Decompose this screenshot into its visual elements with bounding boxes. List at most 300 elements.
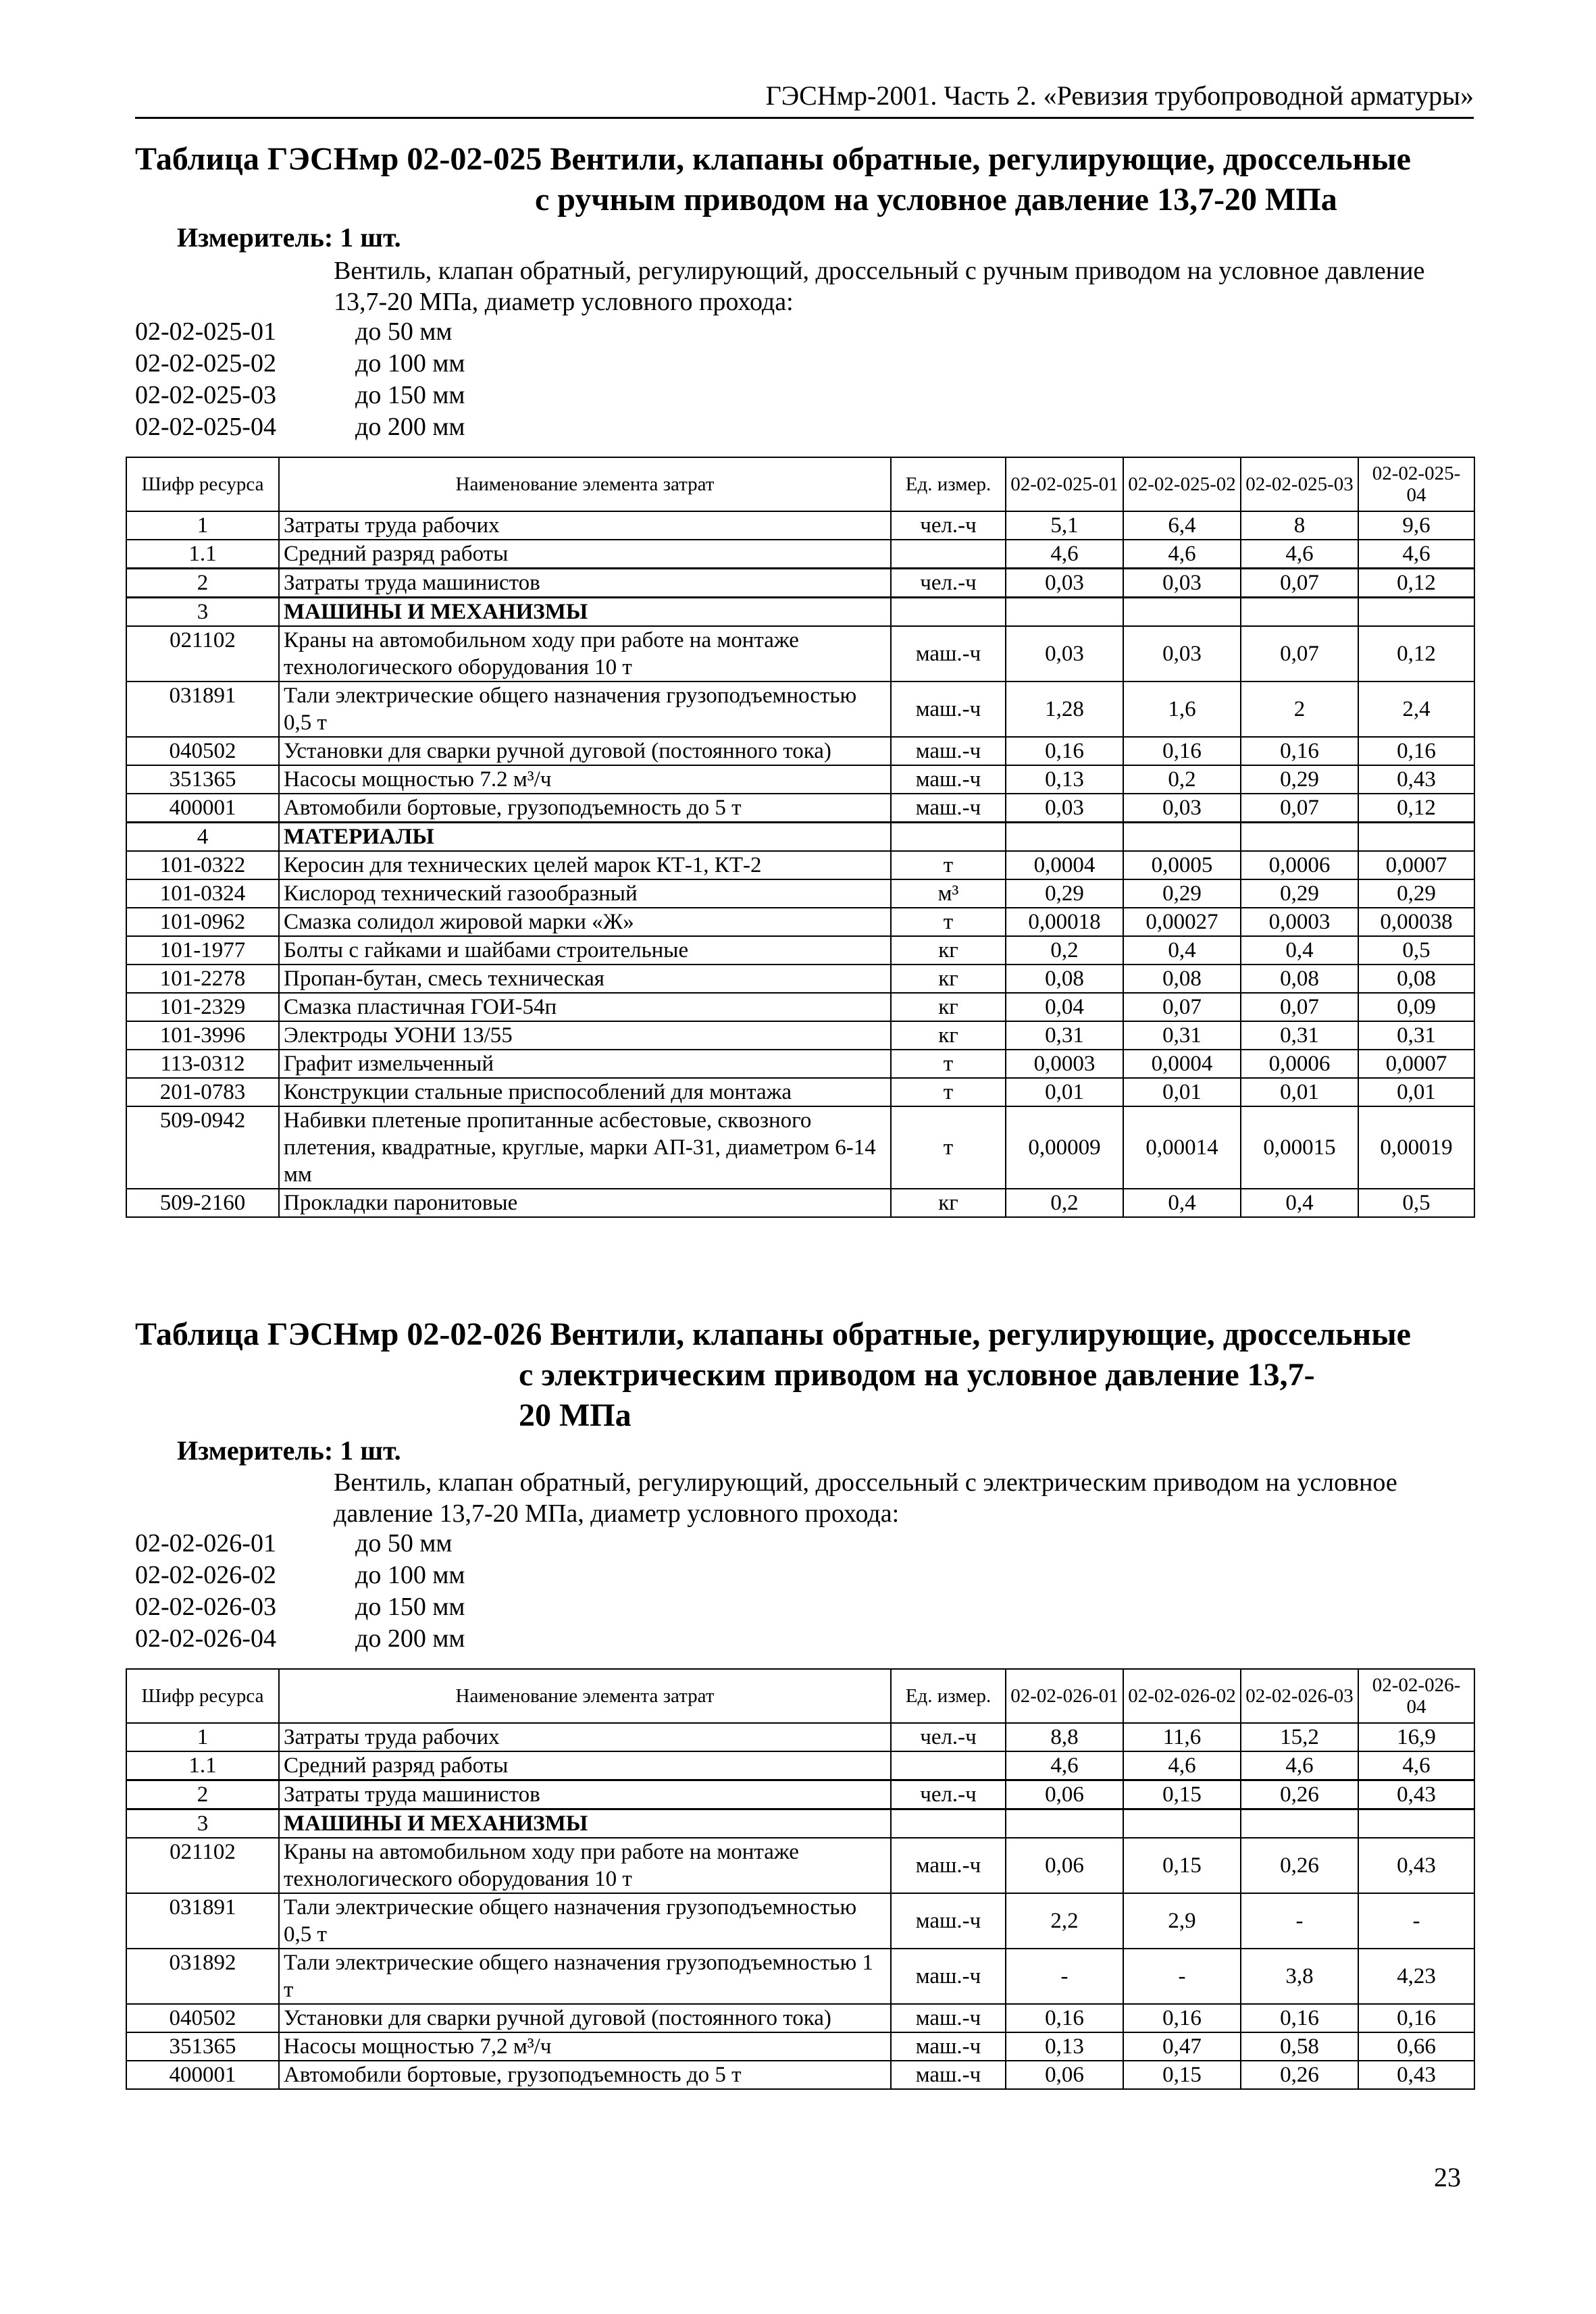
table-row (126, 908, 1474, 936)
cell-name: Кислород технический газообразный (279, 879, 891, 908)
cell-value: 1,6 (1123, 682, 1241, 737)
cell-value: 0,16 (1241, 737, 1358, 765)
cell-value: 0,00009 (1006, 1106, 1123, 1189)
cell-code: 509-2160 (126, 1189, 279, 1217)
cell-value: 0,26 (1241, 1838, 1358, 1893)
cell-code: 040502 (126, 2004, 279, 2032)
cell-name: Затраты труда рабочих (279, 1723, 891, 1751)
cell-code: 400001 (126, 2061, 279, 2089)
cell-code: 040502 (126, 737, 279, 765)
code-item-size: до 200 мм (355, 1624, 465, 1653)
cell-unit: чел.-ч (891, 1780, 1006, 1809)
table1-title (135, 139, 1459, 220)
cell-value (1241, 823, 1358, 852)
code-list-item (135, 1591, 465, 1623)
header-col3: 02-02-025-03 (1241, 457, 1358, 511)
cell-name: Смазка солидол жировой марки «Ж» (279, 908, 891, 936)
cell-unit (891, 1809, 1006, 1839)
cell-name: Смазка пластичная ГОИ-54п (279, 993, 891, 1021)
cell-value: 0,26 (1241, 2061, 1358, 2089)
cell-name: Графит измельченный (279, 1050, 891, 1078)
cell-value: 0,26 (1241, 1780, 1358, 1809)
cell-value: 0,29 (1006, 879, 1123, 908)
cell-value: 0,08 (1006, 965, 1123, 993)
cell-value: 0,07 (1241, 794, 1358, 823)
header-col4: 02-02-025-04 (1358, 457, 1474, 511)
table-row (126, 2032, 1474, 2061)
cell-value: 0,31 (1123, 1021, 1241, 1050)
table1-title-line1: Таблица ГЭСНмр 02-02-025 Вентили, клапаны обратные, регулирующие, дроссельные (135, 141, 1411, 177)
cell-value: 0,15 (1123, 2061, 1241, 2089)
code-item-size: до 150 мм (355, 1593, 465, 1621)
cell-value: 4,6 (1358, 1751, 1474, 1780)
cell-unit: м³ (891, 879, 1006, 908)
cell-name: Пропан-бутан, смесь техническая (279, 965, 891, 993)
cell-unit (891, 598, 1006, 627)
table-row (126, 879, 1474, 908)
cell-value: 0,4 (1241, 1189, 1358, 1217)
cell-value (1358, 1809, 1474, 1839)
cell-code: 1.1 (126, 1751, 279, 1780)
cell-value: 4,6 (1241, 540, 1358, 569)
cell-value (1241, 1809, 1358, 1839)
cell-code: 201-0783 (126, 1078, 279, 1106)
code-item-size: до 100 мм (355, 349, 465, 378)
cell-value: 0,07 (1241, 626, 1358, 682)
cell-name: Насосы мощностью 7.2 м³/ч (279, 765, 891, 794)
cell-value (1006, 598, 1123, 627)
cell-unit (891, 540, 1006, 569)
header-code: Шифр ресурса (126, 1669, 279, 1723)
cell-value (1123, 823, 1241, 852)
cell-value: 0,29 (1358, 879, 1474, 908)
cell-value: 0,08 (1241, 965, 1358, 993)
table1-body (126, 511, 1474, 1217)
cell-unit: кг (891, 1021, 1006, 1050)
cell-name: Средний разряд работы (279, 540, 891, 569)
cell-value: 0,16 (1358, 737, 1474, 765)
table1-meter: Измеритель: 1 шт. (177, 222, 401, 253)
cell-name: Насосы мощностью 7,2 м³/ч (279, 2032, 891, 2061)
code-list-item (135, 380, 465, 411)
cell-name: Установки для сварки ручной дуговой (постоянного тока) (279, 2004, 891, 2032)
cell-name: Набивки плетеные пропитанные асбестовые, сквозного плетения, квадратные, круглые, марки АП-31, диаметром 6-14 мм (279, 1106, 891, 1189)
cell-value: 0,31 (1241, 1021, 1358, 1050)
table2-body (126, 1723, 1474, 2089)
table-row (126, 2061, 1474, 2089)
cell-value: 0,29 (1241, 765, 1358, 794)
cell-value: 6,4 (1123, 511, 1241, 540)
cell-unit: маш.-ч (891, 2032, 1006, 2061)
code-item-code: 02-02-026-02 (135, 1561, 276, 1589)
cell-unit (891, 823, 1006, 852)
cell-value: 4,6 (1006, 540, 1123, 569)
cell-code: 351365 (126, 2032, 279, 2061)
cell-value: 4,6 (1006, 1751, 1123, 1780)
cell-value: 0,16 (1006, 2004, 1123, 2032)
table-row (126, 1893, 1474, 1949)
table-row (126, 1050, 1474, 1078)
cell-value: 0,0003 (1241, 908, 1358, 936)
cell-code: 113-0312 (126, 1050, 279, 1078)
cell-value: 5,1 (1006, 511, 1123, 540)
cell-value: 0,16 (1006, 737, 1123, 765)
table-row (126, 540, 1474, 569)
cell-code: 2 (126, 569, 279, 598)
cell-value: 0,03 (1123, 794, 1241, 823)
cell-value: 3,8 (1241, 1949, 1358, 2004)
table-row (126, 511, 1474, 540)
cell-value: 0,03 (1123, 626, 1241, 682)
cell-value: 0,58 (1241, 2032, 1358, 2061)
cell-unit: т (891, 1078, 1006, 1106)
cell-value: 0,43 (1358, 1780, 1474, 1809)
cell-unit: чел.-ч (891, 569, 1006, 598)
code-item-code: 02-02-026-03 (135, 1593, 276, 1621)
cell-name: Автомобили бортовые, грузоподъемность до 5 т (279, 794, 891, 823)
cell-code: 031891 (126, 682, 279, 737)
cell-unit: кг (891, 965, 1006, 993)
code-item-size: до 200 мм (355, 413, 465, 441)
table-row (126, 1078, 1474, 1106)
cell-code: 021102 (126, 1838, 279, 1893)
cell-value: 0,29 (1123, 879, 1241, 908)
table2-code-list (135, 1528, 465, 1655)
cell-value: 0,07 (1241, 993, 1358, 1021)
cell-value: 0,13 (1006, 2032, 1123, 2061)
code-item-size: до 100 мм (355, 1561, 465, 1589)
cell-value: 0,0004 (1123, 1050, 1241, 1078)
code-list-item (135, 316, 465, 348)
cell-unit: кг (891, 1189, 1006, 1217)
header-col2: 02-02-025-02 (1123, 457, 1241, 511)
cell-code: 351365 (126, 765, 279, 794)
cell-unit: кг (891, 993, 1006, 1021)
cell-value: 0,01 (1006, 1078, 1123, 1106)
cell-name: Затраты труда машинистов (279, 1780, 891, 1809)
cell-code: 101-3996 (126, 1021, 279, 1050)
cell-value: 0,00019 (1358, 1106, 1474, 1189)
code-item-size: до 50 мм (355, 1529, 453, 1558)
table-row (126, 598, 1474, 627)
cell-value: 0,43 (1358, 2061, 1474, 2089)
header-col3: 02-02-026-03 (1241, 1669, 1358, 1723)
cell-value: 0,03 (1006, 626, 1123, 682)
cell-code: 101-0324 (126, 879, 279, 908)
code-list-item (135, 1623, 465, 1655)
cell-value: 0,00018 (1006, 908, 1123, 936)
table-row (126, 1780, 1474, 1809)
cell-value: 9,6 (1358, 511, 1474, 540)
cell-name: Конструкции стальные приспособлений для монтажа (279, 1078, 891, 1106)
cell-value: 0,00027 (1123, 908, 1241, 936)
cell-value: - (1006, 1949, 1123, 2004)
cell-value: 0,0006 (1241, 1050, 1358, 1078)
cell-value: 0,12 (1358, 626, 1474, 682)
cell-value: 0,0006 (1241, 851, 1358, 879)
header-name: Наименование элемента затрат (279, 1669, 891, 1723)
cell-name: Автомобили бортовые, грузоподъемность до 5 т (279, 2061, 891, 2089)
cell-value: 0,0005 (1123, 851, 1241, 879)
table-row (126, 965, 1474, 993)
page-number: 23 (1434, 2162, 1461, 2192)
cell-value: - (1123, 1949, 1241, 2004)
cell-name: МАШИНЫ И МЕХАНИЗМЫ (279, 1809, 891, 1839)
cell-value: 0,03 (1006, 794, 1123, 823)
cell-value: 0,15 (1123, 1838, 1241, 1893)
cell-unit: маш.-ч (891, 1838, 1006, 1893)
cell-name: Тали электрические общего назначения грузоподъемностью 0,5 т (279, 1893, 891, 1949)
cell-value: 0,03 (1123, 569, 1241, 598)
header-unit: Ед. измер. (891, 1669, 1006, 1723)
cell-code: 101-0322 (126, 851, 279, 879)
cell-value: 0,16 (1358, 2004, 1474, 2032)
cell-unit: кг (891, 936, 1006, 965)
cell-value: 0,43 (1358, 765, 1474, 794)
cell-unit: маш.-ч (891, 2061, 1006, 2089)
cell-code: 021102 (126, 626, 279, 682)
table1-description: Вентиль, клапан обратный, регулирующий, дроссельный с ручным приводом на условное давление 13,7-20 МПа, диаметр условного прохода: (334, 257, 1425, 316)
table-row (126, 993, 1474, 1021)
table-row (126, 823, 1474, 852)
header-name: Наименование элемента затрат (279, 457, 891, 511)
table-row (126, 1751, 1474, 1780)
cell-name: Затраты труда рабочих (279, 511, 891, 540)
header-code: Шифр ресурса (126, 457, 279, 511)
cell-unit: маш.-ч (891, 1893, 1006, 1949)
cell-value: 0,01 (1123, 1078, 1241, 1106)
table1-resources (126, 457, 1475, 1218)
cell-value: 0,2 (1006, 936, 1123, 965)
cell-value: 16,9 (1358, 1723, 1474, 1751)
cell-unit: чел.-ч (891, 511, 1006, 540)
cell-code: 101-0962 (126, 908, 279, 936)
cell-value: 0,12 (1358, 794, 1474, 823)
cell-value (1006, 1809, 1123, 1839)
cell-name: Керосин для технических целей марок КТ-1, КТ-2 (279, 851, 891, 879)
table1-title-line2: с ручным приводом на условное давление 13,7-20 МПа (535, 182, 1337, 217)
cell-name: Болты с гайками и шайбами строительные (279, 936, 891, 965)
table-row (126, 851, 1474, 879)
cell-value (1241, 598, 1358, 627)
table-row (126, 1723, 1474, 1751)
cell-value: 8,8 (1006, 1723, 1123, 1751)
table-row (126, 737, 1474, 765)
cell-unit: т (891, 1050, 1006, 1078)
cell-code: 031892 (126, 1949, 279, 2004)
cell-value (1358, 823, 1474, 852)
cell-value: 4,23 (1358, 1949, 1474, 2004)
code-list-item (135, 1560, 465, 1591)
cell-value: 0,09 (1358, 993, 1474, 1021)
table-row (126, 569, 1474, 598)
cell-value: 4,6 (1123, 540, 1241, 569)
code-item-code: 02-02-025-02 (135, 349, 276, 378)
table-row (126, 765, 1474, 794)
cell-value: 0,29 (1241, 879, 1358, 908)
cell-name: Электроды УОНИ 13/55 (279, 1021, 891, 1050)
code-item-code: 02-02-025-01 (135, 317, 276, 346)
cell-value: 2,4 (1358, 682, 1474, 737)
cell-value: 0,16 (1241, 2004, 1358, 2032)
cell-code: 101-2278 (126, 965, 279, 993)
cell-value: 0,31 (1358, 1021, 1474, 1050)
code-item-code: 02-02-026-04 (135, 1624, 276, 1653)
code-list-item (135, 411, 465, 443)
table-row (126, 2004, 1474, 2032)
cell-value: 2,9 (1123, 1893, 1241, 1949)
cell-value: 0,16 (1123, 2004, 1241, 2032)
table2-title-line3: 20 МПа (519, 1397, 632, 1433)
cell-value: 4,6 (1358, 540, 1474, 569)
cell-value: 0,01 (1241, 1078, 1358, 1106)
cell-unit: маш.-ч (891, 626, 1006, 682)
table2-title-line2: с электрическим приводом на условное давление 13,7- (519, 1357, 1315, 1393)
cell-value: 11,6 (1123, 1723, 1241, 1751)
table-header-row (126, 457, 1474, 511)
cell-value: 0,07 (1123, 993, 1241, 1021)
cell-name: МАТЕРИАЛЫ (279, 823, 891, 852)
cell-value: 0,4 (1123, 1189, 1241, 1217)
cell-value: 0,13 (1006, 765, 1123, 794)
cell-name: Тали электрические общего назначения грузоподъемностью 1 т (279, 1949, 891, 2004)
cell-value: 4,6 (1241, 1751, 1358, 1780)
cell-code: 400001 (126, 794, 279, 823)
cell-value: 0,0007 (1358, 1050, 1474, 1078)
cell-code: 3 (126, 598, 279, 627)
cell-unit: чел.-ч (891, 1723, 1006, 1751)
cell-value (1358, 598, 1474, 627)
cell-code: 4 (126, 823, 279, 852)
cell-code: 509-0942 (126, 1106, 279, 1189)
table-header-row (126, 1669, 1474, 1723)
cell-value: 0,06 (1006, 2061, 1123, 2089)
cell-value: 0,08 (1358, 965, 1474, 993)
cell-value: 2,2 (1006, 1893, 1123, 1949)
cell-value: 15,2 (1241, 1723, 1358, 1751)
cell-name: Установки для сварки ручной дуговой (постоянного тока) (279, 737, 891, 765)
cell-value: 0,15 (1123, 1780, 1241, 1809)
table-row (126, 1949, 1474, 2004)
cell-name: Краны на автомобильном ходу при работе на монтаже технологического оборудования 10 т (279, 626, 891, 682)
table-row (126, 794, 1474, 823)
cell-code: 1 (126, 1723, 279, 1751)
code-item-code: 02-02-026-01 (135, 1529, 276, 1558)
cell-value (1006, 823, 1123, 852)
cell-value: 0,31 (1006, 1021, 1123, 1050)
cell-value: 4,6 (1123, 1751, 1241, 1780)
code-item-code: 02-02-025-03 (135, 381, 276, 409)
cell-name: Прокладки паронитовые (279, 1189, 891, 1217)
table-row (126, 1189, 1474, 1217)
code-list-item (135, 1528, 465, 1560)
cell-value: 0,2 (1123, 765, 1241, 794)
cell-unit: т (891, 908, 1006, 936)
cell-value: 1,28 (1006, 682, 1123, 737)
table-row (126, 1809, 1474, 1839)
cell-unit: маш.-ч (891, 737, 1006, 765)
code-item-size: до 150 мм (355, 381, 465, 409)
table-row (126, 626, 1474, 682)
table2-title-line1: Таблица ГЭСНмр 02-02-026 Вентили, клапаны обратные, регулирующие, дроссельные (135, 1316, 1411, 1352)
cell-value: 0,06 (1006, 1838, 1123, 1893)
cell-value: 0,0007 (1358, 851, 1474, 879)
cell-value: 0,2 (1006, 1189, 1123, 1217)
header-unit: Ед. измер. (891, 457, 1006, 511)
cell-name: Затраты труда машинистов (279, 569, 891, 598)
code-item-size: до 50 мм (355, 317, 453, 346)
cell-value: 0,12 (1358, 569, 1474, 598)
table-row (126, 1021, 1474, 1050)
cell-unit (891, 1751, 1006, 1780)
cell-value: 0,0003 (1006, 1050, 1123, 1078)
cell-value: 0,4 (1241, 936, 1358, 965)
cell-value: 0,07 (1241, 569, 1358, 598)
cell-value (1123, 598, 1241, 627)
cell-value: 0,5 (1358, 1189, 1474, 1217)
cell-value: 0,4 (1123, 936, 1241, 965)
table2-resources (126, 1668, 1475, 2090)
table1-code-list (135, 316, 465, 443)
running-header: ГЭСНмр-2001. Часть 2. «Ревизия трубопроводной арматуры» (135, 80, 1474, 119)
code-list-item (135, 348, 465, 380)
cell-value: 0,08 (1123, 965, 1241, 993)
cell-unit: маш.-ч (891, 2004, 1006, 2032)
table-row (126, 1106, 1474, 1189)
header-col2: 02-02-026-02 (1123, 1669, 1241, 1723)
cell-value: 0,00015 (1241, 1106, 1358, 1189)
cell-value: 0,06 (1006, 1780, 1123, 1809)
code-item-code: 02-02-025-04 (135, 413, 276, 441)
cell-value: 0,00014 (1123, 1106, 1241, 1189)
cell-value: 0,16 (1123, 737, 1241, 765)
header-col1: 02-02-025-01 (1006, 457, 1123, 511)
cell-name: Средний разряд работы (279, 1751, 891, 1780)
cell-code: 101-2329 (126, 993, 279, 1021)
cell-value: 0,0004 (1006, 851, 1123, 879)
cell-value: - (1241, 1893, 1358, 1949)
cell-value: - (1358, 1893, 1474, 1949)
cell-name: Краны на автомобильном ходу при работе на монтаже технологического оборудования 10 т (279, 1838, 891, 1893)
cell-name: МАШИНЫ И МЕХАНИЗМЫ (279, 598, 891, 627)
table-row (126, 936, 1474, 965)
header-col1: 02-02-026-01 (1006, 1669, 1123, 1723)
cell-code: 1 (126, 511, 279, 540)
table-row (126, 1838, 1474, 1893)
cell-value: 0,5 (1358, 936, 1474, 965)
cell-unit: маш.-ч (891, 1949, 1006, 2004)
table2-meter: Измеритель: 1 шт. (177, 1435, 401, 1466)
cell-value: 0,03 (1006, 569, 1123, 598)
cell-code: 1.1 (126, 540, 279, 569)
cell-value: 0,47 (1123, 2032, 1241, 2061)
cell-name: Тали электрические общего назначения грузоподъемностью 0,5 т (279, 682, 891, 737)
cell-value: 0,01 (1358, 1078, 1474, 1106)
cell-code: 101-1977 (126, 936, 279, 965)
cell-unit: маш.-ч (891, 765, 1006, 794)
table2-title (135, 1314, 1459, 1436)
cell-value: 2 (1241, 682, 1358, 737)
cell-code: 031891 (126, 1893, 279, 1949)
cell-value: 0,43 (1358, 1838, 1474, 1893)
table-row (126, 682, 1474, 737)
header-col4: 02-02-026-04 (1358, 1669, 1474, 1723)
table2-description: Вентиль, клапан обратный, регулирующий, дроссельный с электрическим приводом на условное давление 13,7-20 МПа, диаметр условного прохода: (334, 1468, 1397, 1528)
cell-unit: маш.-ч (891, 794, 1006, 823)
cell-unit: т (891, 1106, 1006, 1189)
cell-value: 0,04 (1006, 993, 1123, 1021)
cell-value: 0,00038 (1358, 908, 1474, 936)
